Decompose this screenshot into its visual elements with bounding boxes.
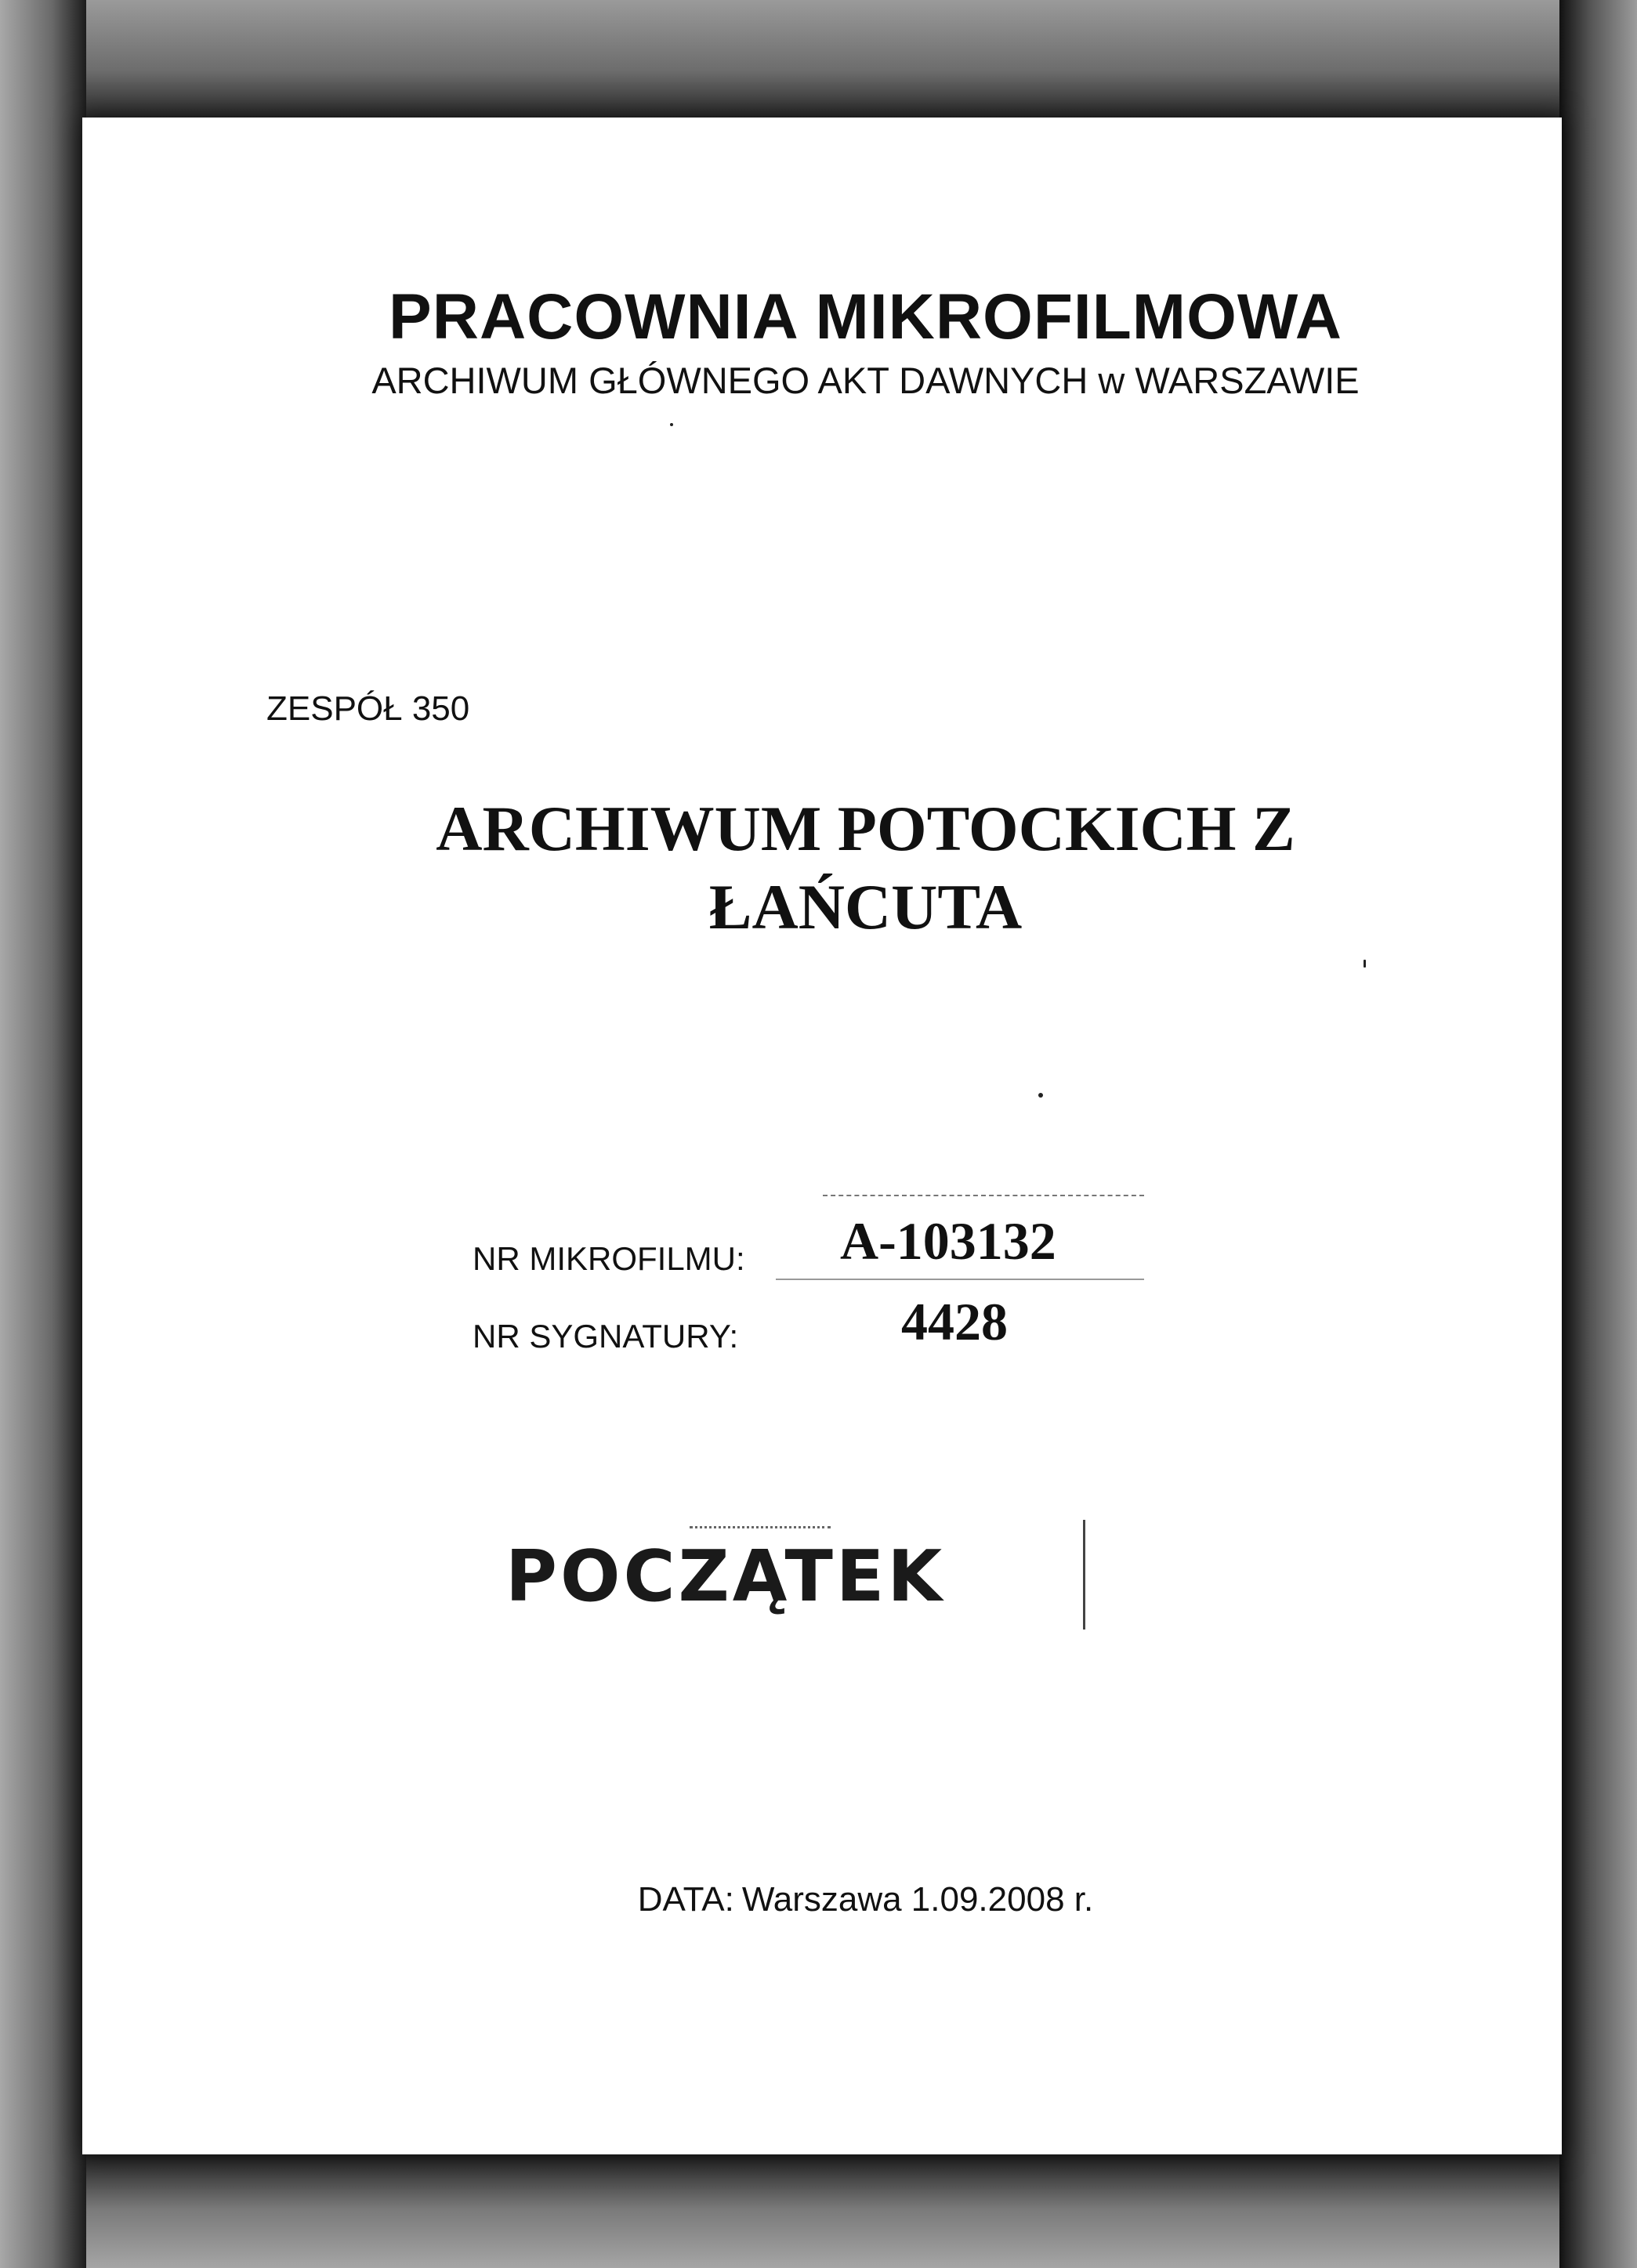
start-stamp — [470, 1520, 1097, 1630]
signature-label: NR SYGNATURY: — [473, 1318, 739, 1355]
collection-title — [47, 790, 1637, 946]
lab-title: PRACOWNIA MIKROFILMOWA — [389, 281, 1342, 353]
scan-speck — [670, 423, 673, 426]
microfilm-label: NR MIKROFILMU: — [473, 1240, 745, 1277]
scan-bottom-edge — [0, 2150, 1637, 2268]
stamp-edge-line — [1083, 1520, 1085, 1630]
scan-speck — [1364, 960, 1366, 968]
collection-title-line-2: ŁAŃCUTA — [708, 871, 1023, 942]
stamp-text: POCZĄTEK — [505, 1536, 946, 1618]
microfilm-rule-bottom — [776, 1279, 1144, 1280]
scan-top-edge — [0, 0, 1637, 118]
stamp-dotted-mark — [690, 1526, 831, 1528]
date-line — [47, 1880, 1637, 1919]
date-value: Warszawa 1.09.2008 r. — [741, 1880, 1094, 1919]
microfilm-rule-top — [823, 1195, 1144, 1196]
lab-subtitle: ARCHIWUM GŁÓWNEGO AKT DAWNYCH w WARSZAWIE — [371, 360, 1360, 401]
collection-title-line-1: ARCHIWUM POTOCKICH Z — [436, 793, 1295, 864]
date-label: DATA: — [637, 1880, 734, 1919]
signature-value: 4428 — [901, 1292, 1008, 1351]
microfilm-value: A-103132 — [840, 1211, 1056, 1271]
document-sheet — [82, 118, 1562, 2154]
scan-speck — [1038, 1093, 1043, 1098]
fond-number: ZESPÓŁ 350 — [266, 689, 470, 728]
